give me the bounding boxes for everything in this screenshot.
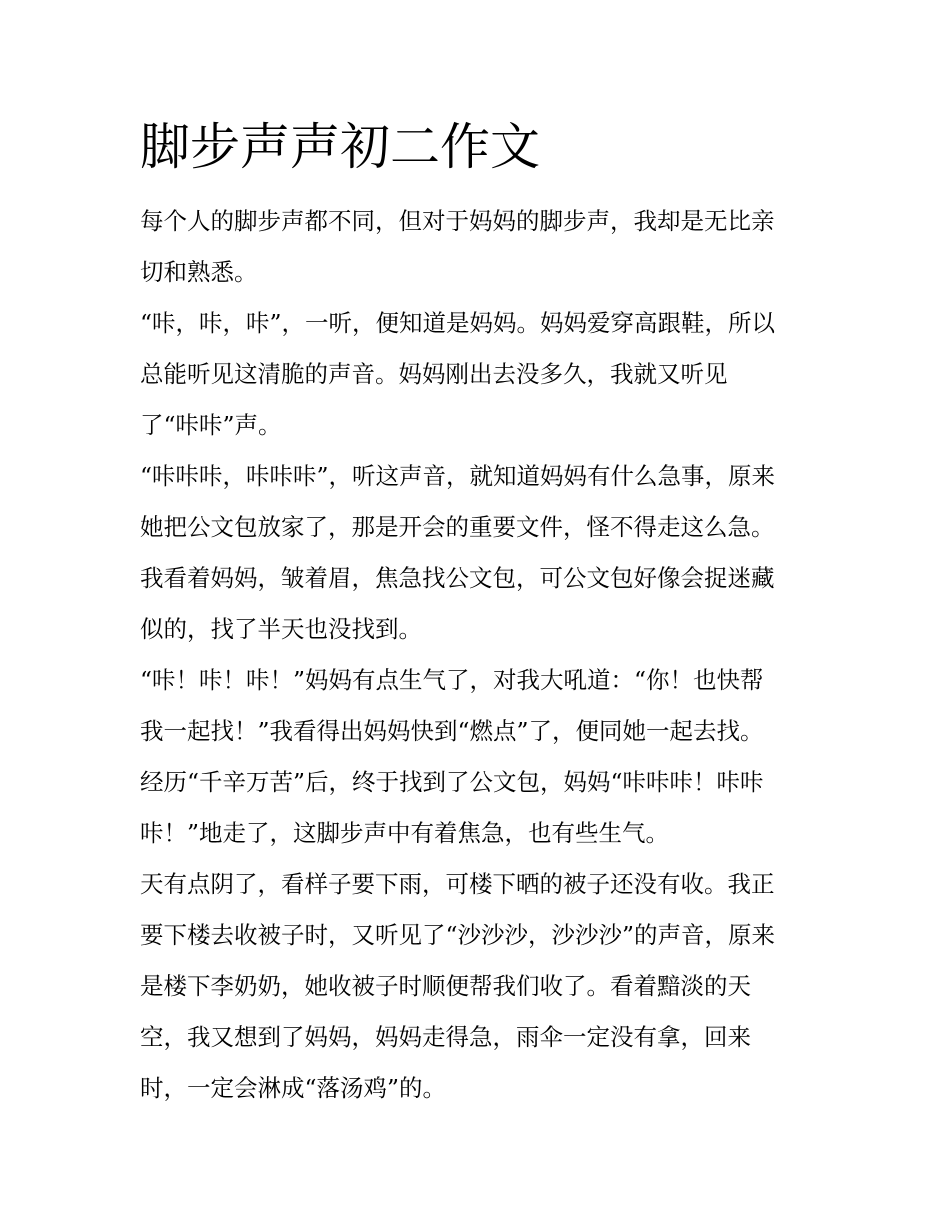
text-line: “咔咔咔，咔咔咔”，听这声音，就知道妈妈有什么急事，原来 — [140, 462, 776, 490]
text-line: 经历“千辛万苦”后，终于找到了公文包，妈妈“咔咔咔！咔咔 — [140, 768, 764, 796]
text-line: 总能听见这清脆的声音。妈妈刚出去没多久，我就又听见 — [140, 360, 728, 388]
text-line: 时，一定会淋成“落汤鸡”的。 — [140, 1074, 447, 1102]
text-line: 是楼下李奶奶，她收被子时顺便帮我们收了。看着黯淡的天 — [140, 972, 751, 1000]
document-body — [140, 196, 830, 1114]
text-line: 天有点阴了，看样子要下雨，可楼下晒的被子还没有收。我正 — [140, 870, 775, 898]
text-line: 似的，找了半天也没找到。 — [140, 615, 422, 643]
document-title: 脚步声声初二作文 — [140, 118, 540, 176]
text-line: “咔，咔，咔”，一听，便知道是妈妈。妈妈爱穿高跟鞋，所以 — [140, 309, 776, 337]
text-line: 了“咔咔”声。 — [140, 411, 282, 439]
text-line: 要下楼去收被子时，又听见了“沙沙沙，沙沙沙”的声音，原来 — [140, 921, 776, 949]
text-line: 咔！”地走了，这脚步声中有着焦急，也有些生气。 — [140, 819, 670, 847]
text-line: 她把公文包放家了，那是开会的重要文件，怪不得走这么急。 — [140, 513, 775, 541]
text-line: 切和熟悉。 — [140, 258, 258, 286]
text-line: 空，我又想到了妈妈，妈妈走得急，雨伞一定没有拿，回来 — [140, 1023, 751, 1051]
text-line: 每个人的脚步声都不同，但对于妈妈的脚步声，我却是无比亲 — [140, 207, 775, 235]
text-line: 我看着妈妈，皱着眉，焦急找公文包，可公文包好像会捉迷藏 — [140, 564, 775, 592]
text-line: “咔！咔！咔！”妈妈有点生气了，对我大吼道：“你！也快帮 — [140, 666, 764, 694]
text-line: 我一起找！”我看得出妈妈快到“燃点”了，便同她一起去找。 — [140, 717, 764, 745]
